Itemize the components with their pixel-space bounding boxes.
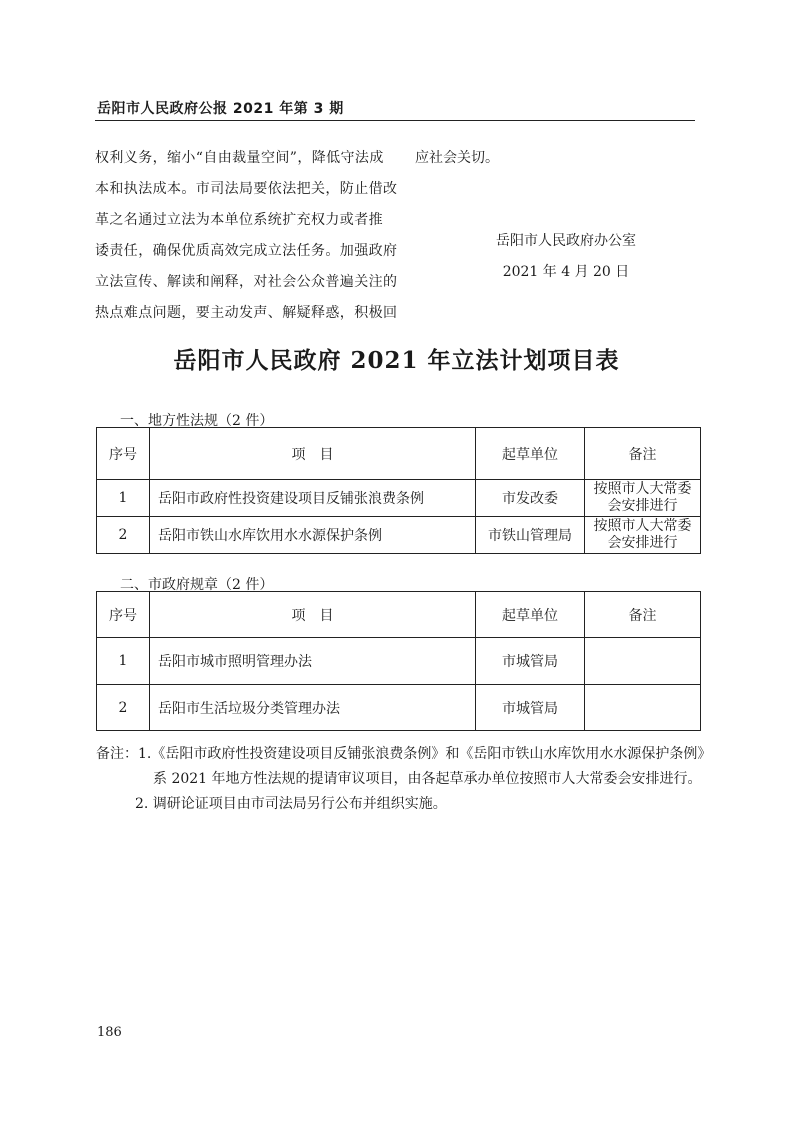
remark-line: 备注：1.《岳阳市政府性投资建设项目反铺张浪费条例》和《岳阳市铁山水库饮用水水源保护条例》 [96, 746, 712, 762]
body-text-left-column [95, 143, 398, 329]
signoff-date: 2021 年 4 月 20 日 [502, 264, 630, 280]
cell-item: 岳阳市铁山水库饮用水水源保护条例 [150, 517, 476, 554]
table-row [97, 480, 701, 517]
cell-note [585, 480, 701, 517]
cell-no: 2 [97, 517, 150, 554]
column-header-no: 序号 [97, 592, 150, 638]
cell-item: 岳阳市生活垃圾分类管理办法 [150, 685, 476, 731]
body-line: 诿责任，确保优质高效完成立法任务。加强政府 [95, 243, 398, 259]
section-title-government-rules: 二、市政府规章（2 件） [120, 577, 274, 593]
cell-note [585, 638, 701, 685]
government-rules-table [96, 591, 701, 731]
local-regulations-table [96, 427, 701, 554]
cell-note [585, 685, 701, 731]
column-header-item: 项 目 [150, 592, 476, 638]
note-line: 按照市人大常委 [593, 518, 692, 534]
cell-note [585, 517, 701, 554]
cell-no: 1 [97, 480, 150, 517]
note-line: 会安排进行 [607, 498, 678, 514]
column-header-note: 备注 [585, 592, 701, 638]
column-header-unit: 起草单位 [476, 592, 585, 638]
body-line: 本和执法成本。市司法局要依法把关，防止借改 [95, 181, 398, 197]
column-header-note: 备注 [585, 428, 701, 480]
note-line: 会安排进行 [607, 535, 678, 551]
cell-unit: 市发改委 [476, 480, 585, 517]
signoff-org: 岳阳市人民政府办公室 [496, 233, 636, 249]
column-header-no: 序号 [97, 428, 150, 480]
body-line: 权利义务，缩小“自由裁量空间”，降低守法成 [95, 150, 384, 166]
section-title-local-regulations: 一、地方性法规（2 件） [120, 413, 274, 429]
body-line: 革之名通过立法为本单位系统扩充权力或者推 [95, 212, 383, 228]
cell-unit: 市城管局 [476, 685, 585, 731]
cell-no: 2 [97, 685, 150, 731]
table-header-row [97, 428, 701, 480]
cell-unit: 市城管局 [476, 638, 585, 685]
journal-header: 岳阳市人民政府公报 2021 年第 3 期 [97, 101, 344, 117]
column-header-item: 项 目 [150, 428, 476, 480]
column-header-unit: 起草单位 [476, 428, 585, 480]
table-row [97, 638, 701, 685]
table-title: 岳阳市人民政府 2021 年立法计划项目表 [173, 347, 620, 374]
cell-item: 岳阳市政府性投资建设项目反铺张浪费条例 [150, 480, 476, 517]
cell-unit: 市铁山管理局 [476, 517, 585, 554]
remarks-block [96, 742, 711, 817]
body-text-right-column [415, 143, 695, 174]
body-line: 热点难点问题，要主动发声、解疑释惑，积极回 [95, 305, 398, 321]
remark-line: 系 2021 年地方性法规的提请审议项目，由各起草承办单位按照市人大常委会安排进行。 [153, 771, 702, 787]
table-header-row [97, 592, 701, 638]
table-row [97, 685, 701, 731]
page-number: 186 [97, 1025, 122, 1040]
table-row [97, 517, 701, 554]
cell-no: 1 [97, 638, 150, 685]
remark-line: 2. 调研论证项目由市司法局另行公布并组织实施。 [135, 796, 447, 812]
body-line: 立法宣传、解读和阐释，对社会公众普遍关注的 [95, 274, 398, 290]
note-line: 按照市人大常委 [593, 481, 692, 497]
cell-item: 岳阳市城市照明管理办法 [150, 638, 476, 685]
body-line: 应社会关切。 [415, 150, 499, 166]
header-divider [95, 120, 695, 121]
